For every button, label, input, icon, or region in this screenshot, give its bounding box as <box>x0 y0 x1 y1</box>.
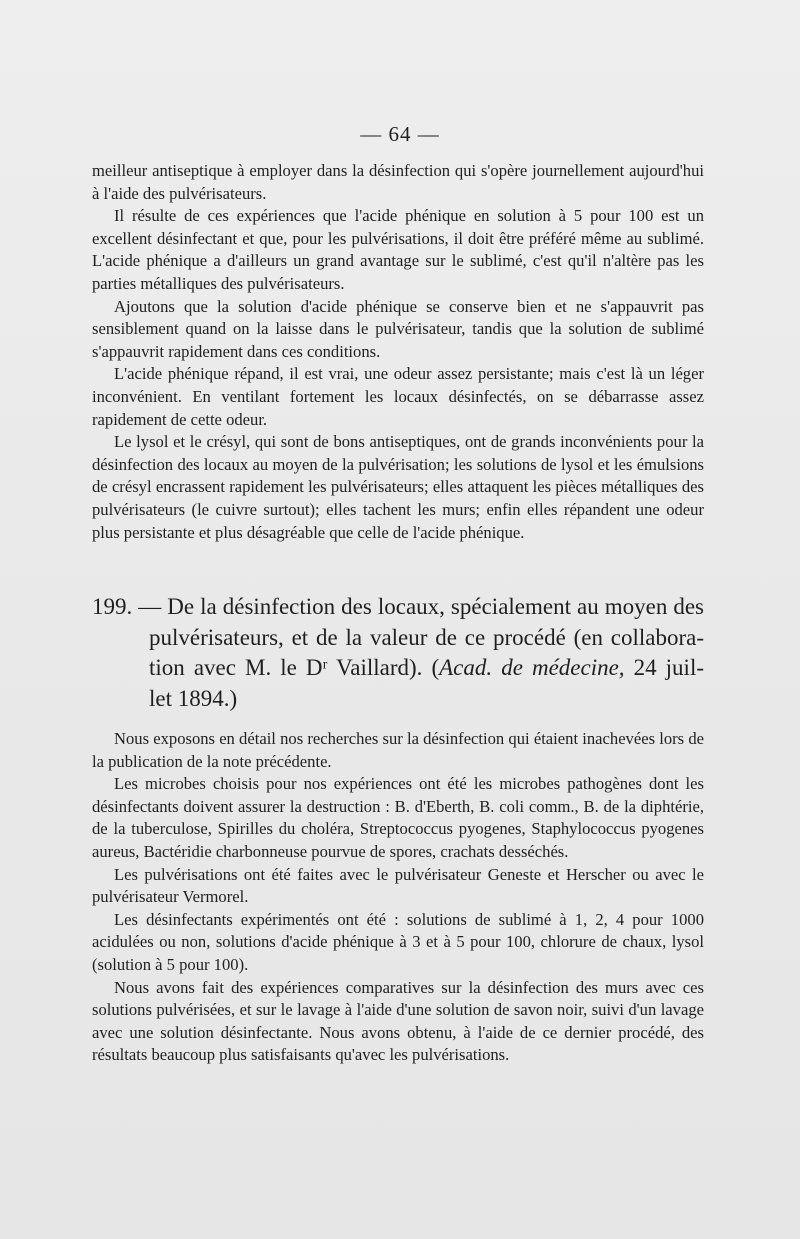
paragraph-phenic-acid-results: Il résulte de ces expériences que l'acide phénique en solution à 5 pour 100 est un excellent désinfectant et que, pour les pulvérisations, il doit être préféré même au sublimé. L'acide phénique a d'ailleurs un grand avantage sur le sublimé, c'est qu'il n'altère pas les parties métalliques des pulvérisateurs. <box>92 206 704 293</box>
paragraph-microbes: Les microbes choisis pour nos expériences ont été les microbes pathogènes dont les désinfectants doivent assurer la destruction : B. d'Eberth, B. coli comm., B. de la diphtérie, de la tuberculose, Spirilles du choléra, Streptococcus pyogenes, Staphylococcus pyogenes aureus, Bactéridie charbonneuse pourvue de spores, crachats desséchés. <box>92 774 704 861</box>
paragraph-research-details: Nous exposons en détail nos recherches sur la désinfection qui étaient inachevées lors de la publication de la note précédente. <box>92 729 704 771</box>
paragraph-continuation: meilleur antiseptique à employer dans la désinfection qui s'opère journellement aujourd'hui à l'aide des pulvérisateurs. <box>92 161 704 203</box>
entry-line-3: tion avec M. le Dʳ Vaillard). (Acad. de médecine, 24 juil- <box>149 655 704 680</box>
bibliography-entry-199 <box>92 592 704 714</box>
paragraph-disinfectants: Les désinfectants expérimentés ont été : solutions de sublimé à 1, 2, 4 pour 1000 acidulées ou non, solutions d'acide phénique à 3 et à 5 pour 100, chlorure de chaux, lysol (solution à 5 pour 100). <box>92 909 704 974</box>
paragraph-odor: L'acide phénique répand, il est vrai, une odeur assez persistante; mais c'est là un léger inconvénient. En ventilant fortement les locaux désinfectés, on se débarrasse assez rapidement de cette odeur. <box>92 364 704 429</box>
top-text-block <box>92 160 704 544</box>
paragraph-sprayers: Les pulvérisations ont été faites avec le pulvérisateur Geneste et Herscher ou avec le pulvérisateur Vermorel. <box>92 864 704 907</box>
paragraph-solution-conservation: Ajoutons que la solution d'acide phénique se conserve bien et ne s'appauvrit pas sensiblement quand on la laisse dans le pulvérisateur, tandis que la solution de sublimé s'appauvrit rapidement dans ces conditions. <box>92 296 704 361</box>
paragraph-lysol-cresyl: Le lysol et le crésyl, qui sont de bons antiseptiques, ont de grands inconvénients pour la désinfection des locaux au moyen de la pulvérisation; les solutions de lysol et les émulsions de crésyl encrassent rapidement les pulvérisateurs; elles attaquent les pièces métalliques des pulvérisateurs (le cuivre surtout); elles tachent les murs; enfin elles répandent une odeur plus persistante et plus désagréable que celle de l'acide phénique. <box>92 432 704 542</box>
paragraph-wall-experiments: Nous avons fait des expériences comparatives sur la désinfection des murs avec ces solutions pulvérisées, et sur le lavage à l'aide d'une solution de savon noir, suivi d'un lavage avec une solution désinfectante. Nous avons obtenu, à l'aide de ce dernier procédé, des résultats beaucoup plus satisfaisants qu'avec les pulvérisations. <box>92 977 704 1065</box>
entry-line-1: 199. — De la désinfection des locaux, spécialement au moyen des <box>92 594 705 619</box>
bottom-text-block <box>92 728 704 1067</box>
page-number: — 64 — <box>360 122 440 146</box>
journal-name: Acad. de médecine, <box>439 655 625 680</box>
entry-line-2: pulvérisateurs, et de la valeur de ce procédé (en collabora- <box>149 624 704 650</box>
entry-line-4: let 1894.) <box>149 685 238 711</box>
entry-number: 199. <box>92 594 133 619</box>
